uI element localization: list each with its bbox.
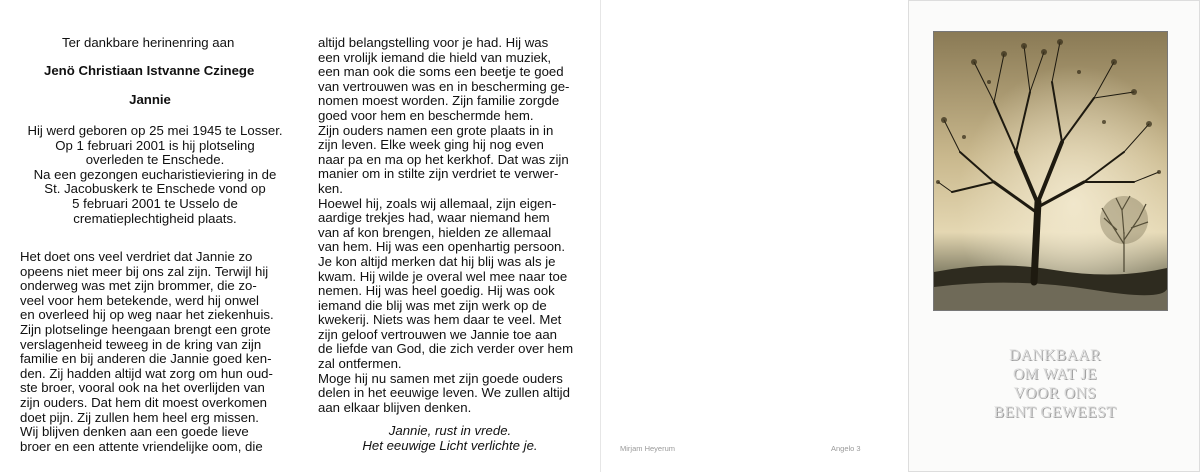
birth-death-line: St. Jacobuskerk te Enschede vond op <box>44 181 266 197</box>
designer-credit: Mirjam Heyerum <box>620 444 676 453</box>
body-line: den. Zij hadden altijd wat zorg om hun oud- <box>20 365 273 381</box>
closing-line: Jannie, rust in vrede. <box>388 423 512 438</box>
closing-verse <box>300 424 600 453</box>
body-line: nemen. Hij was heel goedig. Hij was ook <box>318 283 555 299</box>
body-line: zijn leven. Elke week ging hij nog even <box>318 137 544 153</box>
birth-death-line: overleden te Enschede. <box>85 152 225 168</box>
body-line: Zijn plotselinge heengaan brengt een grote <box>20 321 271 337</box>
body-line: nomen moest worden. Zijn familie zorgde <box>318 93 560 109</box>
body-line: Het doet ons veel verdriet dat Jannie zo <box>20 249 253 264</box>
deceased-nickname: Jannie <box>129 92 171 107</box>
intro-text: Ter dankbare herinenring aan <box>62 35 235 50</box>
body-line: zal ontfermen. <box>318 356 402 372</box>
deceased-name: Jenö Christiaan Istvanne Czinege <box>44 63 255 78</box>
body-line: aan elkaar blijven denken. <box>318 399 472 415</box>
body-line: altijd belangstelling voor je had. Hij was <box>318 35 549 50</box>
body-line: manier om in stilte zijn verdriet te verwer- <box>318 166 559 182</box>
body-line: van hem. Hij was een openhartig persoon. <box>318 239 566 255</box>
card-code: Angelo 3 <box>831 444 861 453</box>
birth-death-line: crematieplechtigheid plaats. <box>73 210 237 226</box>
body-line: naar pa en ma op het kerkhof. Dat was zijn <box>318 151 569 167</box>
body-line: zijn geloof vertrouwen we Jannie toe aan <box>318 326 557 342</box>
left-page <box>0 0 300 472</box>
body-line: ken. <box>318 180 343 196</box>
body-line: kwekerij. Niets was hem daar te veel. Met <box>318 312 562 328</box>
body-line: van vertrouwen was en in bescherming ge- <box>318 78 570 94</box>
cover-verse <box>909 346 1200 422</box>
body-line: ste broer, vooral ook na het overlijden van <box>20 380 265 396</box>
body-line: Zijn ouders namen een grote plaats in in <box>318 122 554 138</box>
body-text-middle <box>318 36 573 415</box>
body-line: en overleed hij op weg naar het ziekenhuis. <box>20 307 274 323</box>
body-line: opeens niet meer bij ons zal zijn. Terwijl hij <box>20 263 269 279</box>
birth-death-line: Op 1 februari 2001 is hij plotseling <box>55 137 255 153</box>
birth-death-line: Hij werd geboren op 25 mei 1945 te Losser. <box>27 123 283 138</box>
body-line: de liefde van God, die zich verder over hem <box>318 341 574 357</box>
body-line: familie en bij anderen die Jannie goed ken- <box>20 351 272 367</box>
body-line: van af kon brengen, hielden ze allemaal <box>318 224 552 240</box>
back-page <box>600 0 900 472</box>
birth-death-line: 5 februari 2001 te Usselo de <box>72 195 238 211</box>
cover-line: VOOR ONS <box>1013 385 1097 402</box>
birth-death-block <box>10 124 300 226</box>
cover-line: DANKBAAR <box>1009 347 1101 364</box>
body-line: aardige trekjes had, waar niemand hem <box>318 210 550 226</box>
birth-death-line: Na een gezongen eucharistieviering in de <box>33 166 277 182</box>
cover-line: BENT GEWEEST <box>993 404 1117 421</box>
body-line: onderweg was met zijn brommer, die zo- <box>20 278 257 294</box>
body-line: zijn ouders. Dat hem dit moest overkomen <box>20 394 268 410</box>
body-line: Je kon altijd merken dat hij blij was als je <box>318 253 556 269</box>
body-line: Moge hij nu samen met zijn goede ouders <box>318 370 563 386</box>
body-line: broer en een attente vriendelijke oom, die <box>20 438 263 454</box>
body-line: goed voor hem en beschermde hem. <box>318 107 534 123</box>
body-line: veel voor hem betekende, werd hij onwel <box>20 292 259 308</box>
body-line: iemand die blij was met zijn werk op de <box>318 297 547 313</box>
body-line: Hoewel hij, zoals wij allemaal, zijn eigen- <box>318 195 557 211</box>
cover-line: OM WAT JE <box>1012 366 1098 383</box>
middle-page <box>300 0 600 472</box>
tree-photo <box>933 31 1168 311</box>
body-line: kwam. Hij wilde je overal wel mee naar toe <box>318 268 568 284</box>
body-line: doet pijn. Zij zullen hem heel erg missen. <box>20 409 259 425</box>
body-line: een vrolijk iemand die hield van muziek, <box>318 49 552 65</box>
body-line: Wij blijven denken aan een goede lieve <box>20 424 249 440</box>
body-line: een man ook die soms een beetje te goed <box>318 64 564 80</box>
body-line: delen in het eeuwige leven. We zullen altijd <box>318 385 570 401</box>
body-line: verslagenheid teweeg in de kring van zijn <box>20 336 262 352</box>
cover-page <box>908 0 1200 472</box>
body-text-left <box>20 250 274 454</box>
closing-line: Het eeuwige Licht verlichte je. <box>362 437 538 453</box>
